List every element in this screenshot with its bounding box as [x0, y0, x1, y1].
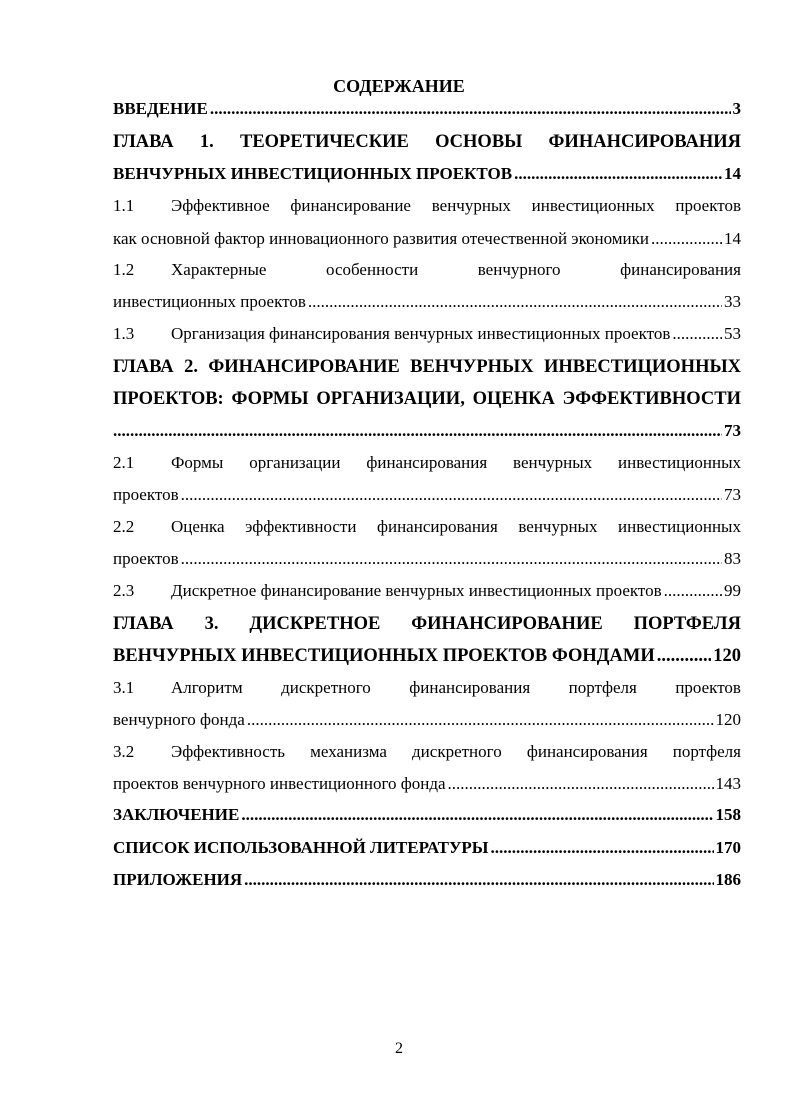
toc-word: проектов — [675, 196, 741, 215]
toc-word: ТЕОРЕТИЧЕСКИЕ — [239, 132, 409, 152]
toc-section-number: 1.2 — [113, 260, 135, 279]
toc-word: ГЛАВА — [113, 614, 174, 634]
toc-word: проектов — [675, 678, 741, 697]
toc-word: 1. — [199, 132, 214, 152]
toc-section-3-1-line2[interactable] — [113, 707, 741, 733]
toc-word: ВЕНЧУРНЫХ — [410, 357, 534, 377]
toc-word: ФОРМЫ — [231, 389, 309, 409]
toc-word: ФИНАНСИРОВАНИЕ — [208, 357, 400, 377]
toc-word: Оценка — [171, 517, 225, 536]
toc-word: Эффективное — [171, 196, 270, 215]
toc-word: ОЦЕНКА — [472, 389, 555, 409]
toc-section-2-2-line2[interactable] — [113, 546, 741, 572]
toc-chapter-1-line2[interactable] — [113, 161, 741, 187]
toc-chapter-2-line1[interactable] — [113, 354, 741, 380]
toc-entry-label: проектов венчурного инвестиционного фонда — [113, 774, 446, 793]
toc-entry-label: венчурного фонда — [113, 710, 245, 729]
toc-word: Эффективность — [171, 742, 286, 761]
toc-word: финансирования — [620, 260, 741, 279]
toc-word: Характерные — [171, 260, 267, 279]
toc-word: эффективности — [245, 517, 357, 536]
toc-word: ГЛАВА — [113, 132, 174, 152]
toc-page-number: 158 — [715, 805, 741, 824]
toc-section-2-1-line1[interactable] — [113, 450, 741, 476]
toc-section-2-1-line2[interactable] — [113, 482, 741, 508]
toc-word: финансирования — [376, 517, 498, 536]
toc-section-1-2-line1[interactable] — [113, 257, 741, 283]
toc-page-number: 99 — [724, 581, 741, 600]
toc-section-number: 2.1 — [113, 453, 135, 472]
toc-section-title: Организация финансирования венчурных инвестиционных проектов — [171, 324, 671, 343]
toc-entry-label — [113, 578, 662, 604]
dot-leader — [308, 289, 722, 315]
toc-word: портфеля — [568, 678, 637, 697]
toc-chapter-2-line2[interactable] — [113, 386, 741, 412]
dot-leader — [113, 418, 722, 444]
toc-page-number: 73 — [724, 421, 741, 440]
toc-page-number: 3 — [732, 99, 741, 118]
toc-word: механизма — [310, 742, 387, 761]
toc-section-3-1-line1[interactable] — [113, 675, 741, 701]
toc-word: венчурных — [513, 453, 593, 472]
toc-section-2-2-line1[interactable] — [113, 514, 741, 540]
toc-page-number: 170 — [715, 838, 741, 857]
toc-chapter-1-line1[interactable] — [113, 129, 741, 155]
toc-word: дискретного — [412, 742, 502, 761]
toc-word: финансирования — [409, 678, 531, 697]
toc-page-number: 73 — [724, 485, 741, 504]
toc-page-number: 33 — [724, 292, 741, 311]
toc-section-number: 1.1 — [113, 196, 135, 215]
toc-section-number: 1.3 — [113, 324, 135, 343]
toc-section-number: 2.2 — [113, 517, 135, 536]
dot-leader — [657, 643, 712, 669]
toc-page-number: 186 — [715, 870, 741, 889]
toc-word: Формы — [171, 453, 224, 472]
toc-entry-label: СПИСОК ИСПОЛЬЗОВАННОЙ ЛИТЕРАТУРЫ — [113, 838, 489, 857]
toc-word: финансирование — [290, 196, 411, 215]
toc-page-number: 14 — [724, 229, 741, 248]
toc-page-number: 83 — [724, 549, 741, 568]
toc-word: инвестиционных — [531, 196, 655, 215]
toc-section-number: 3.1 — [113, 678, 135, 697]
toc-entry-label — [113, 321, 670, 347]
toc-section-3-2-line2[interactable] — [113, 771, 741, 797]
toc-word: организации — [249, 453, 341, 472]
dot-leader — [514, 161, 722, 187]
toc-word: 2. — [184, 357, 198, 377]
toc-entry-label: ЗАКЛЮЧЕНИЕ — [113, 805, 240, 824]
toc-page-number: 120 — [713, 646, 741, 666]
dot-leader — [448, 771, 714, 797]
toc-section-1-2-line2[interactable] — [113, 289, 741, 315]
toc-word: ФИНАНСИРОВАНИЯ — [548, 132, 741, 152]
toc-word: ДИСКРЕТНОЕ — [249, 614, 381, 634]
toc-chapter-3-line1[interactable] — [113, 611, 741, 637]
dot-leader — [247, 707, 714, 733]
toc-word: финансирования — [526, 742, 648, 761]
toc-word: венчурных — [431, 196, 511, 215]
dot-leader — [244, 867, 713, 893]
toc-entry-label: как основной фактор инновационного развития отечественной экономики — [113, 229, 649, 248]
dot-leader — [664, 578, 722, 604]
toc-entry-label: проектов — [113, 549, 179, 568]
toc-chapter-3-line2[interactable] — [113, 643, 741, 669]
toc-chapter-2-page-line[interactable] — [113, 418, 741, 444]
toc-word: инвестиционных — [618, 453, 741, 472]
toc-word: 3. — [204, 614, 219, 634]
toc-word: Алгоритм — [171, 678, 243, 697]
toc-word: ИНВЕСТИЦИОННЫХ — [543, 357, 741, 377]
toc-word: ФИНАНСИРОВАНИЕ — [411, 614, 603, 634]
toc-entry-label: ВВЕДЕНИЕ — [113, 99, 208, 118]
toc-section-1-1-line2[interactable] — [113, 226, 741, 252]
toc-word: инвестиционных — [618, 517, 741, 536]
toc-page-number: 14 — [724, 164, 741, 183]
dot-leader — [181, 482, 722, 508]
toc-entry-label: проектов — [113, 485, 179, 504]
toc-entry-label: ВЕНЧУРНЫХ ИНВЕСТИЦИОННЫХ ПРОЕКТОВ ФОНДАМИ — [113, 646, 655, 666]
toc-entry-intro[interactable] — [113, 96, 741, 122]
toc-word: дискретного — [281, 678, 371, 697]
toc-section-3-2-line1[interactable] — [113, 739, 741, 765]
toc-word: ЭФФЕКТИВНОСТИ — [562, 389, 741, 409]
page-title: СОДЕРЖАНИЕ — [333, 76, 465, 96]
toc-word: особенности — [326, 260, 419, 279]
toc-entry-label: инвестиционных проектов — [113, 292, 306, 311]
dot-leader — [651, 226, 722, 252]
toc-entry-appendix[interactable] — [113, 867, 741, 893]
toc-page-number: 143 — [715, 774, 741, 793]
dot-leader — [181, 546, 722, 572]
toc-word: венчурного — [477, 260, 561, 279]
toc-section-title: Дискретное финансирование венчурных инвестиционных проектов — [171, 581, 662, 600]
page-number: 2 — [395, 1040, 403, 1057]
toc-entry-conclusion[interactable] — [113, 802, 741, 828]
dot-leader — [491, 835, 714, 861]
toc-word: финансирования — [366, 453, 488, 472]
toc-word: ПОРТФЕЛЯ — [633, 614, 741, 634]
dot-leader — [210, 96, 731, 122]
toc-section-1-1-line1[interactable] — [113, 193, 741, 219]
toc-word: портфеля — [672, 742, 741, 761]
toc-page-number: 120 — [715, 710, 741, 729]
toc-section-2-3[interactable] — [113, 578, 741, 604]
toc-word: ГЛАВА — [113, 357, 174, 377]
toc-entry-bibliography[interactable] — [113, 835, 741, 861]
toc-section-1-3[interactable] — [113, 321, 741, 347]
toc-word: венчурных — [518, 517, 598, 536]
toc-section-number: 2.3 — [113, 581, 135, 600]
toc-word: ОРГАНИЗАЦИИ, — [316, 389, 465, 409]
toc-entry-label: ПРИЛОЖЕНИЯ — [113, 870, 243, 889]
dot-leader — [241, 802, 713, 828]
toc-section-number: 3.2 — [113, 742, 135, 761]
toc-page-number: 53 — [724, 324, 741, 343]
dot-leader — [672, 321, 722, 347]
toc-entry-label: ВЕНЧУРНЫХ ИНВЕСТИЦИОННЫХ ПРОЕКТОВ — [113, 164, 513, 183]
toc-word: ОСНОВЫ — [435, 132, 523, 152]
toc-word: ПРОЕКТОВ: — [113, 389, 224, 409]
